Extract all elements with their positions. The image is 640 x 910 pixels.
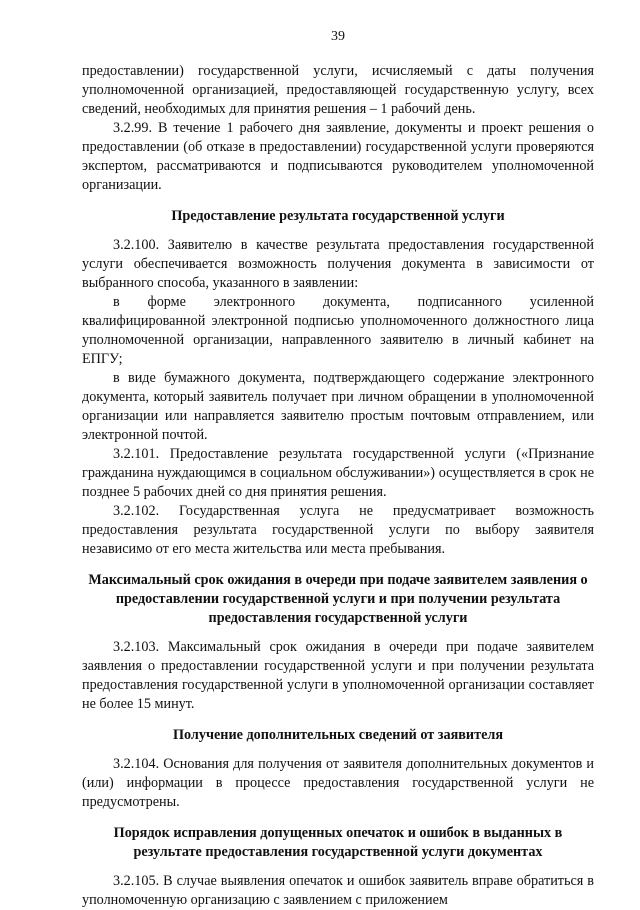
paragraph-3-2-99: 3.2.99. В течение 1 рабочего дня заявление, документы и проект решения о предоставлении (об отказе в предоставлении) государственной услуги проверяются экспертом, рассматриваются и подписываются руководителем уполномоченной организации. <box>82 120 594 193</box>
paragraph-continuation: предоставлении) государственной услуги, исчисляемый с даты получения уполномоченной организацией, предоставляющей государственную услугу, всех сведений, необходимых для принятия решения – 1 рабочий день. <box>82 63 594 117</box>
section-heading-additional-info: Получение дополнительных сведений от заявителя <box>172 727 503 743</box>
paragraph-3-2-105: 3.2.105. В случае выявления опечаток и ошибок заявитель вправе обратиться в уполномоченную организацию с заявлением с приложением <box>82 873 594 908</box>
paragraph-3-2-103: 3.2.103. Максимальный срок ожидания в очереди при подаче заявителем заявления о предоставлении государственной услуги и при получении результата предоставления государственной услуги в уполномоченной организации составляет не более 15 минут. <box>82 639 594 712</box>
paragraph-3-2-102: 3.2.102. Государственная услуга не предусматривает возможность предоставления результата государственной услуги по выбору заявителя независимо от его места жительства или места пребывания. <box>82 503 594 557</box>
page-number: 39 <box>331 29 345 44</box>
paragraph-3-2-100: 3.2.100. Заявителю в качестве результата предоставления государственной услуги обеспечивается возможность получения документа в зависимости от выбранного способа, указанного в заявлении: <box>82 237 594 291</box>
section-heading-error-correction: Порядок исправления допущенных опечаток и ошибок в выданных в результате предоставления государственной услуги документах <box>113 825 563 860</box>
paragraph-3-2-101: 3.2.101. Предоставление результата государственной услуги («Признание гражданина нуждающимся в социальном обслуживании») осуществляется в срок не позднее 5 рабочих дней со дня принятия решения. <box>82 446 594 500</box>
paragraph-paper-document: в виде бумажного документа, подтверждающего содержание электронного документа, который заявитель получает при личном обращении в уполномоченной организации или направляется заявителю простым почтовым отправлением, или электронной почтой. <box>82 370 594 443</box>
section-heading-result-delivery: Предоставление результата государственной услуги <box>171 208 505 224</box>
paragraph-3-2-104: 3.2.104. Основания для получения от заявителя дополнительных документов и (или) информации в процессе предоставления государственной услуги не предусмотрены. <box>82 756 594 810</box>
document-page <box>82 28 594 910</box>
paragraph-electronic-document: в форме электронного документа, подписанного усиленной квалифицированной электронной подписью уполномоченного должностного лица уполномоченной организации, направленного заявителю в личный кабинет на ЕПГУ; <box>82 294 594 367</box>
section-heading-queue-time: Максимальный срок ожидания в очереди при подаче заявителем заявления о предоставлении государственной услуги и при получении результата предоставления государственной услуги <box>88 572 588 626</box>
